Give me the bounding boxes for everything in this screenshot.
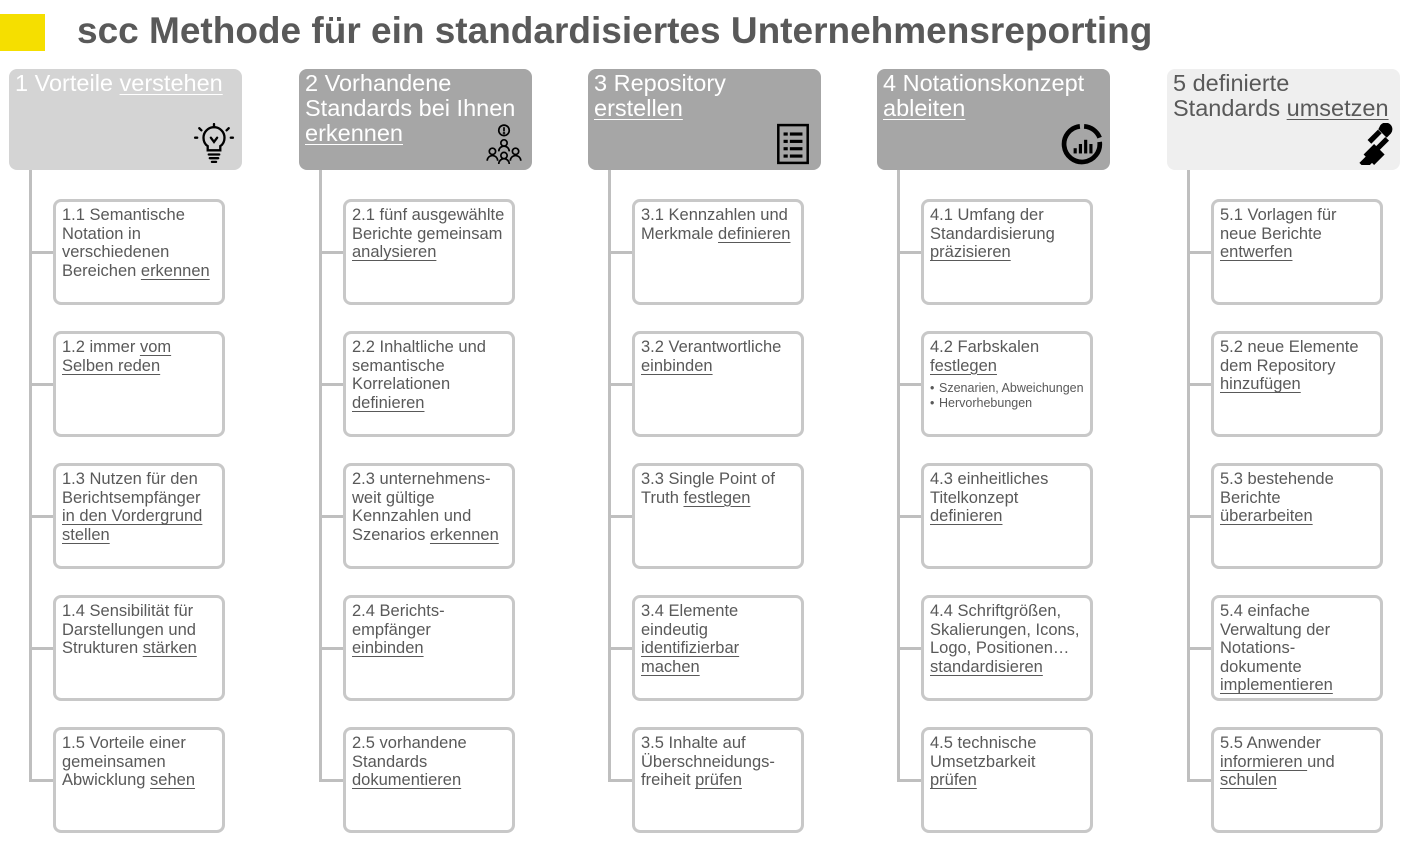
step-item-card: [343, 463, 515, 569]
step-item-card: [343, 595, 515, 701]
bullet-item: • Szenarien, Abweichungen: [930, 381, 1084, 396]
step-item-keyword: sehen: [150, 771, 196, 789]
step-item-text: 1.1 Semantische Notation in verschiedenen Bereichen: [62, 206, 185, 280]
connector-branch-line: [29, 779, 54, 782]
connector-branch-line: [608, 647, 633, 650]
step-item-keyword: präzisieren: [930, 243, 1011, 261]
step-item-card: [53, 331, 225, 437]
connector-branch-line: [319, 647, 344, 650]
step-item-card: [1211, 331, 1383, 437]
step-item-card: [1211, 199, 1383, 305]
step-item-text: 3.5 Inhalte auf Überschneidungs-freiheit: [641, 734, 775, 789]
step-item-keyword: analysieren: [352, 243, 437, 261]
connector-branch-line: [319, 251, 344, 254]
step-item-text: 5.3 bestehende Berichte: [1220, 470, 1334, 507]
step-item-keyword-2: schulen: [1220, 771, 1277, 789]
step-item-keyword: identifizierbar machen: [641, 639, 740, 676]
document-list-icon: [772, 123, 814, 165]
step-item-keyword: in den Vordergrund stellen: [62, 507, 203, 544]
connector-branch-line: [608, 515, 633, 518]
step-item-text: 4.1 Umfang der Standardisierung: [930, 206, 1055, 243]
connector-vertical-line: [319, 170, 322, 782]
step-item-text: 1.5 Vorteile einer gemeinsamen Abwicklung: [62, 734, 186, 789]
step-item-keyword: implementieren: [1220, 676, 1333, 694]
step-item-keyword: standardisieren: [930, 657, 1043, 676]
step-item-card: [343, 199, 515, 305]
step-item-card: [53, 595, 225, 701]
step-item-card: [632, 331, 804, 437]
connector-branch-line: [29, 515, 54, 518]
step-item-keyword: vom Selben reden: [62, 338, 172, 375]
connector-branch-line: [29, 647, 54, 650]
connector-branch-line: [29, 383, 54, 386]
step-item-card: [632, 199, 804, 305]
connector-branch-line: [897, 647, 922, 650]
step-item-keyword: definieren: [930, 507, 1003, 525]
step-item-text-after: und: [1307, 752, 1335, 771]
step-header-text: 1 Vorteile: [15, 70, 120, 96]
page-title: scc Methode für ein standardisiertes Unternehmensreporting: [77, 10, 1153, 51]
step-header-keyword: umsetzen: [1286, 95, 1389, 121]
connector-branch-line: [1187, 515, 1212, 518]
step-item-text: 5.4 einfache Verwaltung der Notations-dokumente: [1220, 602, 1331, 676]
connector-branch-line: [1187, 779, 1212, 782]
connector-vertical-line: [29, 170, 32, 782]
step-item-keyword: einbinden: [641, 356, 713, 375]
connector-vertical-line: [897, 170, 900, 782]
step-item-card: [53, 727, 225, 833]
connector-branch-line: [1187, 383, 1212, 386]
step-item-text: 4.3 einheitliches Titelkonzept: [930, 470, 1049, 507]
step-header-text: 4 Notationskonzept: [883, 70, 1085, 96]
connector-branch-line: [319, 515, 344, 518]
step-item-text: 3.4 Elemente eindeutig: [641, 602, 739, 639]
step-item-card: [632, 595, 804, 701]
step-item-text: 5.2 neue Elemente dem Repository: [1220, 338, 1359, 375]
step-header-3: [588, 69, 821, 170]
step-item-keyword: erkennen: [140, 261, 210, 280]
connector-branch-line: [319, 779, 344, 782]
bullet-item: • Hervorhebungen: [930, 396, 1084, 411]
step-item-text: 2.4 Berichts-empfänger: [352, 602, 445, 639]
step-item-keyword: einbinden: [352, 639, 424, 657]
step-header-1: [9, 69, 242, 170]
step-item-keyword: hinzufügen: [1220, 375, 1301, 393]
connector-branch-line: [608, 779, 633, 782]
step-item-text: 2.3 unternehmens-weit gültige Kennzahlen und Szenarios: [352, 470, 491, 544]
step-header-5: [1167, 69, 1400, 170]
connector-branch-line: [608, 383, 633, 386]
step-item-keyword: dokumentieren: [352, 771, 462, 789]
step-item-keyword: prüfen: [695, 771, 742, 789]
step-item-text: 2.1 fünf ausgewählte Berichte gemeinsam: [352, 206, 505, 243]
step-header-4: [877, 69, 1110, 170]
step-item-keyword: festlegen: [683, 488, 751, 507]
step-item-keyword: überarbeiten: [1220, 507, 1313, 525]
step-item-keyword: prüfen: [930, 771, 977, 789]
connector-vertical-line: [608, 170, 611, 782]
step-item-keyword: definieren: [718, 224, 791, 243]
step-item-keyword: erkennen: [429, 525, 499, 544]
connector-branch-line: [897, 779, 922, 782]
step-item-card: [53, 463, 225, 569]
step-item-text: 5.1 Vorlagen für neue Berichte: [1220, 206, 1337, 243]
team-icon: [483, 123, 525, 165]
plug-icon: [1351, 123, 1393, 165]
step-item-text: 2.5 vorhandene Standards: [352, 734, 467, 771]
step-item-text: 5.5 Anwender: [1220, 734, 1321, 752]
connector-branch-line: [319, 383, 344, 386]
step-item-card: [921, 199, 1093, 305]
step-item-card: [343, 727, 515, 833]
connector-branch-line: [608, 251, 633, 254]
step-item-keyword: entwerfen: [1220, 243, 1293, 261]
step-item-keyword: stärken: [142, 639, 197, 657]
connector-branch-line: [29, 251, 54, 254]
step-item-card: [1211, 727, 1383, 833]
step-item-text: 1.4 Sensibilität für Darstellungen und Strukturen: [62, 602, 196, 657]
step-header-text: 5 definierte Standards: [1173, 70, 1290, 121]
step-item-text: 3.2 Verantwortliche: [641, 338, 782, 356]
yellow-accent-bar: [0, 14, 45, 51]
step-item-text: 2.2 Inhaltliche und semantische Korrelationen: [352, 338, 486, 393]
step-item-card: [632, 727, 804, 833]
step-header-2: [299, 69, 532, 170]
step-item-keyword: definieren: [352, 393, 425, 412]
chart-gauge-icon: [1061, 123, 1103, 165]
step-header-keyword: erkennen: [305, 120, 403, 146]
step-header-keyword: verstehen: [119, 70, 223, 96]
step-item-card: [632, 463, 804, 569]
step-header-text: 3 Repository: [594, 70, 726, 96]
connector-branch-line: [1187, 647, 1212, 650]
step-item-card: [921, 463, 1093, 569]
lightbulb-icon: [193, 123, 235, 165]
step-item-keyword: festlegen: [930, 356, 997, 375]
step-item-card: [921, 331, 1093, 437]
step-item-text: 4.5 technische Umsetzbarkeit: [930, 734, 1037, 771]
step-item-text: 3.3 Single Point of Truth: [641, 470, 775, 507]
connector-branch-line: [897, 251, 922, 254]
step-header-text: 2 Vorhandene Standards bei Ihnen: [305, 70, 516, 121]
step-item-bullets: [930, 381, 1084, 410]
step-header-keyword: ableiten: [883, 95, 966, 121]
connector-branch-line: [897, 515, 922, 518]
step-item-text: 4.2 Farbskalen: [930, 338, 1040, 356]
step-item-card: [1211, 595, 1383, 701]
step-item-card: [921, 727, 1093, 833]
step-item-text: 1.3 Nutzen für den Berichtsempfänger: [62, 470, 201, 507]
step-header-keyword: erstellen: [594, 95, 683, 121]
step-item-card: [343, 331, 515, 437]
step-item-card: [1211, 463, 1383, 569]
step-item-card: [921, 595, 1093, 701]
step-item-keyword: informieren: [1220, 752, 1308, 771]
step-item-text: 1.2 immer: [62, 338, 140, 356]
connector-branch-line: [1187, 251, 1212, 254]
connector-vertical-line: [1187, 170, 1190, 782]
step-item-text: 3.1 Kennzahlen und Merkmale: [641, 206, 788, 243]
step-item-card: [53, 199, 225, 305]
step-item-text: 4.4 Schriftgrößen, Skalierungen, Icons, Logo, Positionen…: [930, 602, 1080, 657]
connector-branch-line: [897, 383, 922, 386]
